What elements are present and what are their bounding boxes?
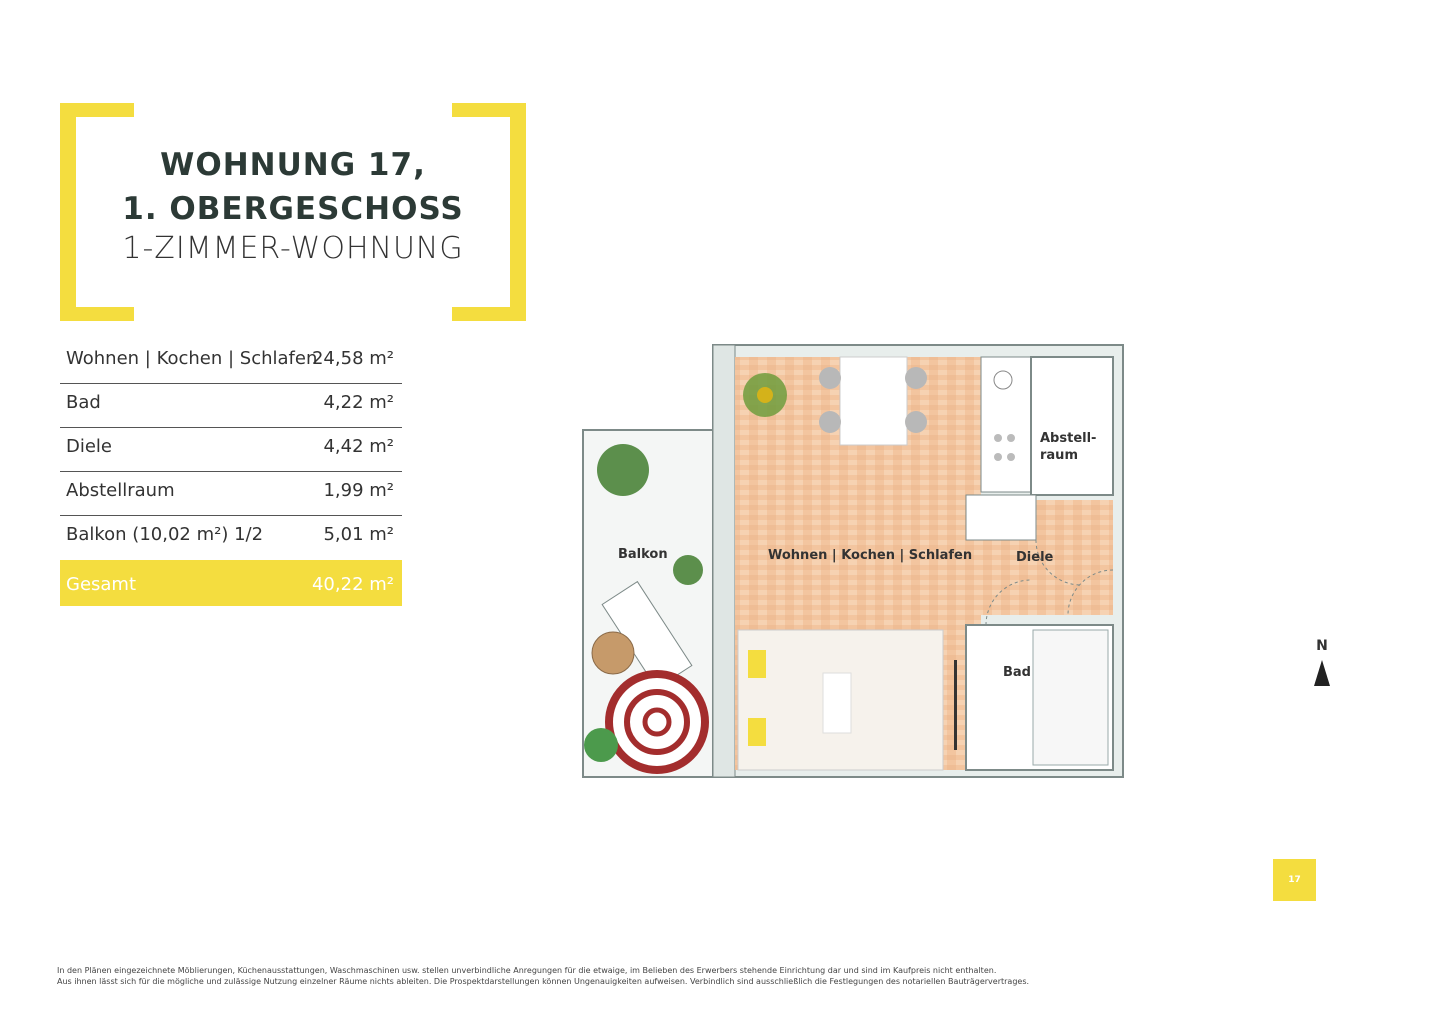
hob-icon	[1007, 453, 1015, 461]
north-label: N	[1316, 638, 1328, 654]
wardrobe	[966, 495, 1036, 540]
bed-pillow	[748, 718, 766, 746]
area-value: 5,01 m²	[323, 524, 394, 545]
floor-title: 1. OBERGESCHOSS	[122, 191, 464, 227]
area-row	[60, 472, 402, 516]
area-row	[60, 384, 402, 428]
bath-inner	[1033, 630, 1108, 765]
total-value: 40,22 m²	[311, 574, 394, 595]
page-number: 17	[1273, 859, 1316, 901]
room-label-storage: raum	[1040, 448, 1078, 463]
room-label-balcony: Balkon	[618, 547, 668, 562]
side-table	[592, 632, 634, 674]
nightstand	[823, 673, 851, 733]
chair	[819, 411, 841, 433]
total-row	[60, 560, 402, 606]
area-label: Abstellraum	[66, 480, 175, 501]
floor-plan	[578, 340, 1128, 785]
area-label: Wohnen | Kochen | Schlafen	[66, 348, 318, 369]
storage-room	[1031, 357, 1113, 495]
area-value: 1,99 m²	[323, 480, 394, 501]
window-wall-left	[713, 345, 735, 777]
footnote	[57, 965, 1157, 987]
chair	[905, 411, 927, 433]
hob-icon	[1007, 434, 1015, 442]
hob-icon	[994, 453, 1002, 461]
room-label-living: Wohnen | Kochen | Schlafen	[768, 548, 973, 563]
room-label-hall: Diele	[1016, 550, 1054, 565]
north-arrow	[1310, 638, 1334, 692]
area-table	[60, 340, 402, 606]
footnote-line: Aus ihnen lässt sich für die mögliche und zulässige Nutzung einzelner Räume nichts ableiten. Die Prospektdarstellungen können Ungenauigkeiten aufweisen. Verbindlich sind ausschließlich die Festlegungen des notariellen Bauträgervertrages.	[57, 977, 1030, 986]
area-row	[60, 428, 402, 472]
area-row	[60, 516, 402, 559]
footnote-line: In den Plänen eingezeichnete Möblierungen, Küchenausstattungen, Waschmaschinen usw. stellen unverbindliche Anregungen für die etwaige, im Belieben des Erwerbers stehende Einrichtung dar und sind im Kaufpreis nicht enthalten.	[57, 966, 997, 975]
apartment-type: 1-ZIMMER-WOHNUNG	[122, 231, 464, 266]
sink-icon	[994, 371, 1012, 389]
area-row	[60, 340, 402, 384]
plant-icon	[584, 728, 618, 762]
apartment-title: WOHNUNG 17,	[160, 147, 426, 183]
area-value: 4,42 m²	[323, 436, 394, 457]
area-label: Balkon (10,02 m²) 1/2	[66, 524, 264, 545]
wardrobe-line	[954, 660, 957, 750]
room-label-bath: Bad	[1003, 665, 1031, 680]
hob-icon	[994, 434, 1002, 442]
area-value: 24,58 m²	[311, 348, 394, 369]
area-label: Bad	[66, 392, 101, 413]
area-value: 4,22 m²	[323, 392, 394, 413]
dining-table	[840, 357, 907, 445]
plant-icon	[597, 444, 649, 496]
bed-pillow	[748, 650, 766, 678]
total-label: Gesamt	[66, 574, 137, 595]
room-label-storage: Abstell-	[1040, 431, 1097, 446]
title-block	[60, 103, 526, 307]
plant-icon	[673, 555, 703, 585]
chair	[819, 367, 841, 389]
chair	[905, 367, 927, 389]
plant-icon	[757, 387, 773, 403]
north-arrow-icon	[1312, 658, 1332, 688]
parasol	[645, 710, 669, 734]
area-label: Diele	[66, 436, 113, 457]
